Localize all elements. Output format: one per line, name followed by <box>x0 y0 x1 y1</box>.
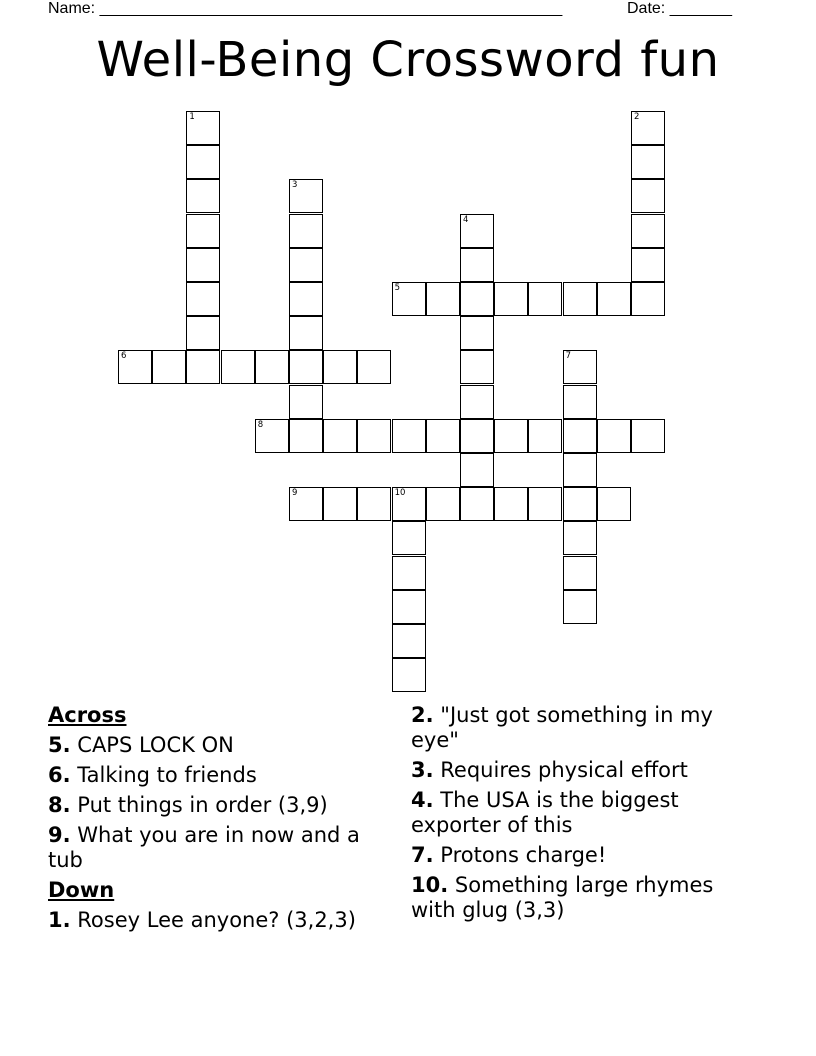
clue-across-6 <box>48 763 388 788</box>
date-field[interactable]: Date: _______ <box>627 0 732 17</box>
clue-down-4 <box>411 788 751 838</box>
page-title: Well-Being Crossword fun <box>96 32 720 88</box>
grid-cell[interactable] <box>323 419 357 453</box>
grid-cell[interactable] <box>563 385 597 419</box>
grid-cell[interactable] <box>563 350 597 384</box>
grid-cell[interactable] <box>460 385 494 419</box>
grid-cell[interactable] <box>631 248 665 282</box>
grid-cell[interactable] <box>563 282 597 316</box>
grid-cell[interactable] <box>152 350 186 384</box>
clue-number-label: 6 <box>121 351 127 362</box>
grid-cell[interactable] <box>631 419 665 453</box>
grid-cell[interactable] <box>460 316 494 350</box>
grid-cell[interactable] <box>255 419 289 453</box>
grid-cell[interactable] <box>186 350 220 384</box>
grid-cell[interactable] <box>221 350 255 384</box>
clue-number-label: 9 <box>292 488 298 499</box>
grid-cell[interactable] <box>597 419 631 453</box>
grid-cell[interactable] <box>563 453 597 487</box>
clue-number: 7. <box>411 843 434 867</box>
grid-cell[interactable] <box>289 179 323 213</box>
clue-number: 5. <box>48 733 71 757</box>
clue-text: Requires physical effort <box>440 758 688 782</box>
grid-cell[interactable] <box>289 419 323 453</box>
clue-number: 1. <box>48 908 71 932</box>
grid-cell[interactable] <box>323 350 357 384</box>
clue-number-label: 7 <box>565 351 572 362</box>
grid-cell[interactable] <box>392 282 426 316</box>
clue-number: 2. <box>411 703 434 727</box>
name-field[interactable]: Name: ____________________________________________________ <box>48 0 563 17</box>
grid-cell[interactable] <box>631 282 665 316</box>
grid-cell[interactable] <box>392 419 426 453</box>
clue-text: CAPS LOCK ON <box>77 733 234 757</box>
clue-across-5 <box>48 733 388 758</box>
clues-left-column <box>48 703 388 938</box>
grid-cell[interactable] <box>597 487 631 521</box>
grid-cell[interactable] <box>426 487 460 521</box>
clue-down-1 <box>48 908 388 933</box>
clue-number: 4. <box>411 788 434 812</box>
clue-text: Protons charge! <box>440 843 607 867</box>
clue-text: Talking to friends <box>77 763 257 787</box>
grid-cell[interactable] <box>392 624 426 658</box>
clue-text: Something large rhymes with glug (3,3) <box>411 873 714 922</box>
grid-cell[interactable] <box>460 453 494 487</box>
grid-cell[interactable] <box>186 282 220 316</box>
grid-cell[interactable] <box>563 521 597 555</box>
grid-cell[interactable] <box>392 521 426 555</box>
clue-number: 9. <box>48 823 71 847</box>
grid-cell[interactable] <box>460 214 494 248</box>
clue-text: The USA is the biggest exporter of this <box>411 788 679 837</box>
grid-cell[interactable] <box>289 214 323 248</box>
clue-text: "Just got something in my eye" <box>411 703 713 752</box>
grid-cell[interactable] <box>631 179 665 213</box>
clue-number-label: 5 <box>394 283 401 293</box>
grid-cell[interactable] <box>392 556 426 590</box>
grid-cell[interactable] <box>460 419 494 453</box>
grid-cell[interactable] <box>289 282 323 316</box>
grid-cell[interactable] <box>289 385 323 419</box>
across-heading: Across <box>48 703 127 727</box>
clue-text: What you are in now and a tub <box>48 823 360 872</box>
clue-across-8 <box>48 793 388 818</box>
clue-number-label: 1 <box>189 112 195 122</box>
grid-cell[interactable] <box>186 145 220 179</box>
grid-cell[interactable] <box>289 350 323 384</box>
clue-number-label: 8 <box>257 419 264 430</box>
grid-cell[interactable] <box>631 214 665 248</box>
down-heading: Down <box>48 878 115 902</box>
grid-cell[interactable] <box>289 248 323 282</box>
grid-cell[interactable] <box>563 590 597 624</box>
grid-cell[interactable] <box>460 487 494 521</box>
grid-cell[interactable] <box>357 419 391 453</box>
grid-cell[interactable] <box>563 419 597 453</box>
grid-cell[interactable] <box>186 248 220 282</box>
grid-cell[interactable] <box>460 350 494 384</box>
clue-number-label: 2 <box>634 112 640 122</box>
grid-cell[interactable] <box>323 487 357 521</box>
clue-number-label: 10 <box>394 488 406 499</box>
grid-cell[interactable] <box>392 487 426 521</box>
grid-cell[interactable] <box>563 487 597 521</box>
grid-cell[interactable] <box>392 658 426 692</box>
grid-cell[interactable] <box>357 350 391 384</box>
grid-cell[interactable] <box>186 111 220 145</box>
clue-across-9 <box>48 823 388 873</box>
grid-cell[interactable] <box>186 316 220 350</box>
grid-cell[interactable] <box>289 316 323 350</box>
grid-cell[interactable] <box>494 282 528 316</box>
grid-cell[interactable] <box>631 145 665 179</box>
clue-number: 10. <box>411 873 449 897</box>
grid-cell[interactable] <box>494 487 528 521</box>
grid-cell[interactable] <box>426 419 460 453</box>
grid-cell[interactable] <box>528 282 562 316</box>
grid-cell[interactable] <box>357 487 391 521</box>
clue-number: 8. <box>48 793 71 817</box>
clue-down-10 <box>411 873 751 923</box>
grid-cell[interactable] <box>186 179 220 213</box>
clue-down-7 <box>411 843 751 868</box>
clue-down-2 <box>411 703 751 753</box>
grid-cell[interactable] <box>494 419 528 453</box>
grid-cell[interactable] <box>255 350 289 384</box>
grid-cell[interactable] <box>118 350 152 384</box>
clue-down-3 <box>411 758 751 783</box>
grid-cell[interactable] <box>460 282 494 316</box>
grid-cell[interactable] <box>392 590 426 624</box>
grid-cell[interactable] <box>426 282 460 316</box>
clue-number-label: 4 <box>463 214 469 225</box>
clue-number: 6. <box>48 763 71 787</box>
clue-number-label: 3 <box>292 180 298 191</box>
grid-cell[interactable] <box>563 556 597 590</box>
grid-cell[interactable] <box>528 419 562 453</box>
clue-text: Rosey Lee anyone? (3,2,3) <box>77 908 356 932</box>
grid-cell[interactable] <box>597 282 631 316</box>
grid-cell[interactable] <box>631 111 665 145</box>
grid-cell[interactable] <box>289 487 323 521</box>
clue-number: 3. <box>411 758 434 782</box>
clue-text: Put things in order (3,9) <box>77 793 328 817</box>
grid-cell[interactable] <box>460 248 494 282</box>
clues-right-column <box>411 703 751 928</box>
grid-cell[interactable] <box>186 214 220 248</box>
grid-cell[interactable] <box>528 487 562 521</box>
